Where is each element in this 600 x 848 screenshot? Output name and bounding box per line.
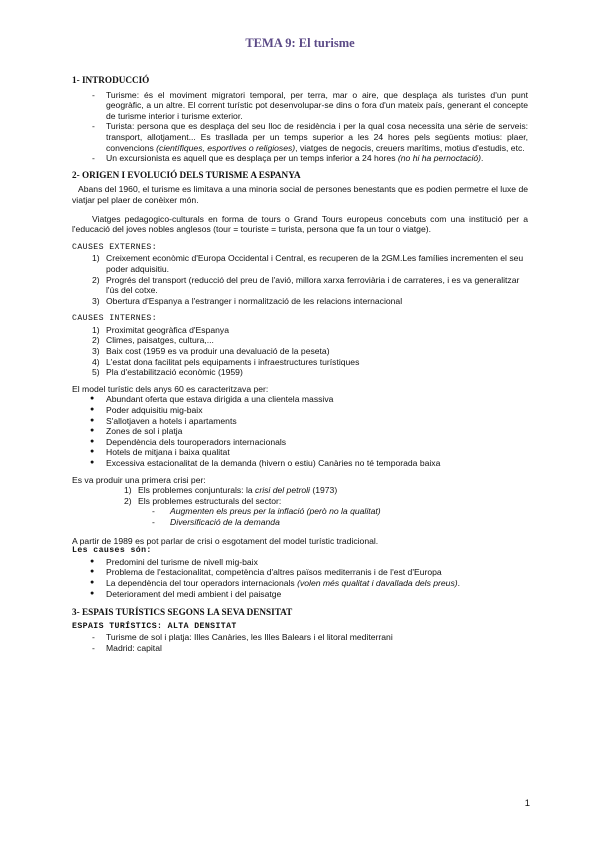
model-intro: El model turístic dels anys 60 es caracteritzava per:: [72, 383, 269, 394]
list-item: ● La dependència del tour operadors internacionals (volen més qualitat i davallada dels preus).: [90, 578, 528, 589]
paragraph: A partir de 1989 es pot parlar de crisi o esgotament del model turístic tradicional.: [72, 535, 379, 546]
causes-internes-label: CAUSES INTERNES:: [72, 314, 158, 324]
list-item: - Madrid: capital: [92, 643, 528, 654]
list-item: 4) L'estat dona facilitat pels equipaments i infraestructures turístiques: [92, 356, 360, 367]
list-item: ● Dependència dels touroperadors internacionals: [90, 437, 528, 448]
list-item: - Augmenten els preus per la inflació (però no la qualitat): [152, 506, 528, 517]
list-item: ● Hotels de mitjana i baixa qualitat: [90, 447, 528, 458]
list-item: ● Excessiva estacionalitat de la demanda (hivern o estiu) Canàries no té temporada baixa: [90, 458, 528, 469]
model-list: [72, 394, 528, 468]
list-item: - Turista: persona que es desplaça del seu lloc de residència i per la qual cosa necessita una sèrie de serveis: transport, allotjament... Es trasllada per un temps superior a les 24 hores pels següents motius: plaer, convencions (científiques, esportives o religioses), viatges de negocis, creuers marítims, motius d'estudis, etc.: [92, 121, 528, 153]
list-item: ● Problema de l'estacionalitat, competència d'altres països mediterranis i de l'est d'Europa: [90, 567, 528, 578]
causes-internes-list: [72, 325, 528, 378]
espais-list: [72, 632, 528, 653]
list-item: 2) Els problemes estructurals del sector:: [124, 495, 282, 506]
list-item: ● Predomini del turisme de nivell mig-baix: [90, 557, 528, 568]
document-title: TEMA 9: El turisme: [245, 36, 355, 50]
list-item: 2) Progrés del transport (reducció del preu de l'avió, millora xarxa ferroviària i de carrateres, i es va generalitzar l'ús del cotxe.: [92, 274, 520, 296]
list-item: 1) Proximitat geogràfica d'Espanya: [92, 324, 229, 335]
list-item: 1) Els problemes conjunturals: la crisi del petroli (1973): [124, 485, 338, 496]
list-item: ● Zones de sol i platja: [90, 426, 528, 437]
list-item: - Diversificació de la demanda: [152, 517, 528, 528]
section-heading-origen: 2- ORIGEN I EVOLUCIÓ DELS TURISME A ESPANYA: [72, 169, 301, 180]
crisi-intro: Es va produir una primera crisi per:: [72, 474, 206, 485]
list-item: 5) Pla d'estabilització econòmic (1959): [92, 367, 243, 378]
list-item: - Turisme de sol i platja: Illes Canàries, les Illes Balears i el litoral mediterrani: [92, 632, 528, 643]
causes-list: [72, 557, 528, 599]
section-heading-espais: 3- ESPAIS TURÍSTICS SEGONS LA SEVA DENSITAT: [72, 607, 293, 618]
crisi-list: [72, 485, 528, 506]
intro-list: [72, 90, 528, 164]
causes-label: Les causes són:: [72, 546, 152, 556]
list-item: - Un excursionista es aquell que es desplaça per un temps inferior a 24 hores (no hi ha pernoctació).: [92, 153, 528, 164]
list-item: ● Poder adquisitiu mig-baix: [90, 405, 528, 416]
list-item: 3) Obertura d'Espanya a l'estranger i normalització de les relacions internacional: [92, 295, 403, 306]
causes-externes-label: CAUSES EXTERNES:: [72, 242, 158, 252]
section-heading-introduccio: 1- INTRODUCCIÓ: [72, 75, 150, 85]
document-body: [72, 70, 528, 654]
alta-densitat-label: ESPAIS TURÍSTICS: ALTA DENSITAT: [72, 621, 237, 631]
list-item: - Turisme: és el moviment migratori temporal, per terra, mar o aire, que desplaça als turistes d'un punt geogràfic, a un altre. El corrent turístic pot desenvolupar-se dins o fora d'un mateix país, generant el concepte de turisme interior i turisme exterior.: [92, 90, 528, 122]
list-item: ● Deteriorament del medi ambient i del paisatge: [90, 589, 528, 600]
list-item: 1) Creixement econòmic d'Europa Occidental i Central, es recuperen de la 2GM.Les famílies incrementen el seu poder adquisitiu.: [92, 253, 524, 274]
paragraph: Abans del 1960, el turisme es limitava a una minoria social de persones benestants que es podien permetre el luxe de viatjar pel plaer de conèixer món.: [72, 184, 529, 205]
crisi-sublist: [72, 506, 528, 527]
page-number: 1: [524, 798, 530, 809]
paragraph: Viatges pedagogico-culturals en forma de tours o Grand Tours europeus concebuts com una institució per a l'educació del joves nobles anglesos (tour = touriste = turista, persona que fa un tour o viatge).: [72, 213, 528, 235]
causes-externes-list: [72, 253, 528, 306]
list-item: ● Abundant oferta que estava dirigida a una clientela massiva: [90, 394, 528, 405]
list-item: 3) Baix cost (1959 es va produir una devaluació de la peseta): [92, 346, 330, 357]
list-item: ● S'allotjaven a hotels i apartaments: [90, 416, 528, 427]
list-item: 2) Climes, paisatges, cultura,...: [92, 335, 214, 346]
